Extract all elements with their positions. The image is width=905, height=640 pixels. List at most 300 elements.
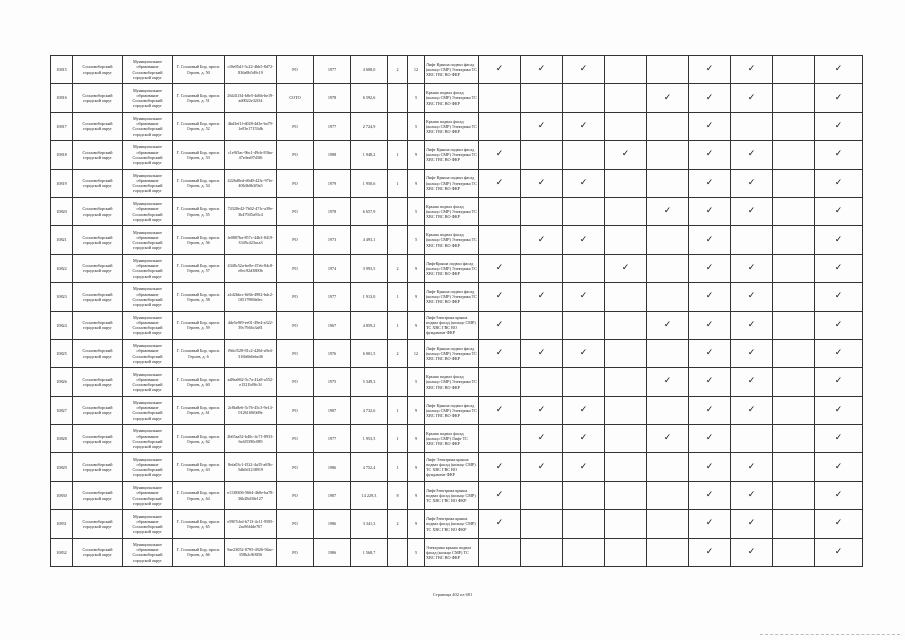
check-cell-3 (563, 425, 605, 453)
check-cell-8 (773, 396, 815, 424)
checkmark-icon: ✓ (663, 376, 672, 387)
total-area: 2 724,9 (351, 112, 388, 140)
total-area: 3 341,3 (351, 510, 388, 538)
checkmark-icon: ✓ (834, 518, 843, 529)
checkmark-icon: ✓ (834, 348, 843, 359)
check-cell-7 (731, 538, 773, 566)
checkmark-icon: ✓ (621, 262, 630, 273)
checkmark-icon: ✓ (747, 546, 756, 557)
check-cell-5 (647, 226, 689, 254)
works-list: Крыша подвал фасад (кольцо СМР) Лифт ТС ХВС ГВС ВО ФКР (425, 425, 479, 453)
checkmark-icon: ✓ (537, 120, 546, 131)
check-cell-6 (689, 368, 731, 396)
fund-type: РО (277, 396, 314, 424)
check-cell-1 (479, 112, 521, 140)
table-row (51, 112, 863, 140)
check-cell-6 (689, 169, 731, 197)
checkmark-icon: ✓ (747, 348, 756, 359)
build-year: 1974 (314, 254, 351, 282)
row-number: 10830 (51, 481, 73, 509)
table-row (51, 141, 863, 169)
check-cell-2 (521, 84, 563, 112)
checkmark-icon: ✓ (834, 291, 843, 302)
municipality: Сосновоборский городской округ (73, 197, 123, 225)
checkmark-icon: ✓ (747, 319, 756, 330)
check-cell-8 (773, 481, 815, 509)
entrances-count: 5 (408, 112, 425, 140)
check-cell-5 (647, 368, 689, 396)
municipality: Сосновоборский городской округ (73, 339, 123, 367)
build-year: 1986 (314, 453, 351, 481)
house-guid: 4348c52a-be0e-47eb-84c8-e0ec92d3800b (225, 254, 277, 282)
check-cell-2 (521, 226, 563, 254)
total-area: 1 953,5 (351, 425, 388, 453)
check-cell-7 (731, 453, 773, 481)
checkmark-icon: ✓ (834, 92, 843, 103)
checkmark-icon: ✓ (537, 433, 546, 444)
house-guid: 26441f34-b8e5-4d6b-be19-ad0022e32f34 (225, 84, 277, 112)
works-list: Крыша подвал фасад (кольцо СМР) Электрика ТС ХВС ГВС ВО ФКР (425, 112, 479, 140)
house-guid: e5907cbd-b713-4c11-9585-2ac86f4de767 (225, 510, 277, 538)
table-row (51, 283, 863, 311)
works-list: Крыша подвал фасад (кольцо СМР) Электрика ТС ХВС ГВС ВО ФКР (425, 84, 479, 112)
check-cell-2 (521, 339, 563, 367)
fund-type: РО (277, 112, 314, 140)
row-number: 10816 (51, 84, 73, 112)
check-cell-9 (815, 169, 863, 197)
total-area: 4 752,4 (351, 453, 388, 481)
check-cell-4 (605, 197, 647, 225)
check-cell-7 (731, 396, 773, 424)
house-guid: 9ae23052-0795-4926-94ac-358b2c8f8f56 (225, 538, 277, 566)
total-area: 6 001,5 (351, 339, 388, 367)
floors-count (388, 197, 408, 225)
works-list: Крыша подвал фасад (кольцо СМР) Электрика ТС ХВС ГВС ВО ФКР (425, 368, 479, 396)
house-guid: 74328e42-7b02-47fc-a39e-3b47945a93c4 (225, 197, 277, 225)
check-cell-6 (689, 510, 731, 538)
row-number: 10821 (51, 226, 73, 254)
works-list: Лифт Крыша подвал фасад (кольцо СМР) Электрика ТС ХВС ГВС ВО ФКР (425, 283, 479, 311)
municipality: Сосновоборский городской округ (73, 538, 123, 566)
fund-type: РО (277, 538, 314, 566)
entrances-count: 9 (408, 141, 425, 169)
check-cell-2 (521, 538, 563, 566)
checkmark-icon: ✓ (579, 177, 588, 188)
fund-type: РО (277, 311, 314, 339)
table-row (51, 84, 863, 112)
check-cell-6 (689, 141, 731, 169)
check-cell-2 (521, 169, 563, 197)
fund-type: РО (277, 197, 314, 225)
check-cell-9 (815, 254, 863, 282)
checkmark-icon: ✓ (747, 404, 756, 415)
fund-type: РО (277, 254, 314, 282)
check-cell-4 (605, 141, 647, 169)
fund-type: РО (277, 425, 314, 453)
total-area: 3 993,5 (351, 254, 388, 282)
build-year: 1977 (314, 56, 351, 84)
checkmark-icon: ✓ (537, 461, 546, 472)
municipality: Сосновоборский городской округ (73, 368, 123, 396)
checkmark-icon: ✓ (579, 64, 588, 75)
check-cell-3 (563, 339, 605, 367)
municipality: Сосновоборский городской округ (73, 396, 123, 424)
total-area: 1 913,0 (351, 283, 388, 311)
address: Г. Сосновый Бор, просп. Героев, д. 65 (173, 510, 225, 538)
checkmark-icon: ✓ (747, 376, 756, 387)
checkmark-icon: ✓ (834, 461, 843, 472)
checkmark-icon: ✓ (495, 518, 504, 529)
fund-type: РО (277, 481, 314, 509)
entrances-count: 12 (408, 339, 425, 367)
municipality: Сосновоборский городской округ (73, 453, 123, 481)
works-list: Электрика крыша подвал фасад (кольцо СМР) ТС ХВС ГВС ВО ФКР (425, 538, 479, 566)
check-cell-8 (773, 169, 815, 197)
checkmark-icon: ✓ (705, 546, 714, 557)
check-cell-5 (647, 112, 689, 140)
row-number: 10825 (51, 339, 73, 367)
check-cell-6 (689, 56, 731, 84)
check-cell-4 (605, 169, 647, 197)
address: Г. Сосновый Бор, просп. Героев, д. 58 (173, 283, 225, 311)
checkmark-icon: ✓ (834, 376, 843, 387)
checkmark-icon: ✓ (663, 92, 672, 103)
checkmark-icon: ✓ (579, 234, 588, 245)
fund-type: РО (277, 226, 314, 254)
total-area: 4 859,2 (351, 311, 388, 339)
check-cell-4 (605, 56, 647, 84)
row-number: 10832 (51, 538, 73, 566)
check-cell-4 (605, 339, 647, 367)
checkmark-icon: ✓ (747, 206, 756, 217)
check-cell-9 (815, 84, 863, 112)
municipality: Сосновоборский городской округ (73, 311, 123, 339)
address: Г. Сосновый Бор, просп. Героев, д. 53 (173, 141, 225, 169)
check-cell-7 (731, 141, 773, 169)
check-cell-2 (521, 425, 563, 453)
municipality-full: Муниципальное образование Сосновоборский городской округ (123, 283, 173, 311)
checkmark-icon: ✓ (834, 234, 843, 245)
checkmark-icon: ✓ (747, 262, 756, 273)
address: Г. Сосновый Бор, просп. Героев, д. 64 (173, 481, 225, 509)
build-year: 1967 (314, 311, 351, 339)
check-cell-7 (731, 481, 773, 509)
checkmark-icon: ✓ (495, 291, 504, 302)
municipality-full: Муниципальное образование Сосновоборский городской округ (123, 254, 173, 282)
house-guid: 4226d0ed-d6d0-423c-97fe-4064b0b3f9a5 (225, 169, 277, 197)
build-year: 1986 (314, 510, 351, 538)
check-cell-5 (647, 453, 689, 481)
entrances-count: 5 (408, 368, 425, 396)
floors-count: 2 (388, 339, 408, 367)
check-cell-1 (479, 339, 521, 367)
checkmark-icon: ✓ (834, 404, 843, 415)
check-cell-7 (731, 339, 773, 367)
municipality: Сосновоборский городской округ (73, 481, 123, 509)
table-row (51, 368, 863, 396)
total-area: 1 950,6 (351, 169, 388, 197)
municipality-full: Муниципальное образование Сосновоборский городской округ (123, 481, 173, 509)
check-cell-4 (605, 510, 647, 538)
floors-count (388, 538, 408, 566)
build-year: 1976 (314, 339, 351, 367)
check-cell-6 (689, 226, 731, 254)
floors-count (388, 226, 408, 254)
entrances-count: 5 (408, 197, 425, 225)
house-guid: cf0e05d1-5c22-4bb5-8d72-836a9b5d9c19 (225, 56, 277, 84)
table-row (51, 339, 863, 367)
floors-count: 1 (388, 283, 408, 311)
check-cell-5 (647, 283, 689, 311)
checkmark-icon: ✓ (705, 234, 714, 245)
fund-type: РО (277, 510, 314, 538)
works-list: Лифт Крыша подвал фасад (кольцо СМР) Электрика ТС ХВС ГВС ВО ФКР (425, 56, 479, 84)
register-table (50, 55, 863, 567)
row-number: 10824 (51, 311, 73, 339)
address: Г. Сосновый Бор, просп. Героев, д. 51 (173, 84, 225, 112)
check-cell-4 (605, 481, 647, 509)
check-cell-9 (815, 226, 863, 254)
check-cell-2 (521, 311, 563, 339)
fund-type: РО (277, 56, 314, 84)
row-number: 10827 (51, 396, 73, 424)
check-cell-1 (479, 538, 521, 566)
table-row (51, 254, 863, 282)
entrances-count: 9 (408, 510, 425, 538)
house-guid: a48ea862-5c7a-41a8-a552-e1521bf9fc3f (225, 368, 277, 396)
checkmark-icon: ✓ (705, 348, 714, 359)
municipality: Сосновоборский городской округ (73, 84, 123, 112)
checkmark-icon: ✓ (834, 319, 843, 330)
check-cell-7 (731, 283, 773, 311)
checkmark-icon: ✓ (495, 404, 504, 415)
address: Г. Сосновый Бор, просп. Героев, д. 60 (173, 368, 225, 396)
build-year: 1978 (314, 84, 351, 112)
check-cell-7 (731, 56, 773, 84)
check-cell-8 (773, 56, 815, 84)
check-cell-4 (605, 283, 647, 311)
check-cell-7 (731, 169, 773, 197)
works-list: Лифт Крыша подвал фасад (кольцо СМР) Электрика ТС ХВС ГВС ВО ФКР (425, 339, 479, 367)
floors-count: 1 (388, 141, 408, 169)
build-year: 1977 (314, 112, 351, 140)
total-area: 14 229,3 (351, 481, 388, 509)
works-list: Лифт Крыша подвал фасад (кольцо СМР) Электрика ТС ХВС ГВС ВО ФКР (425, 141, 479, 169)
table-body (51, 56, 863, 567)
check-cell-4 (605, 226, 647, 254)
check-cell-4 (605, 112, 647, 140)
check-cell-8 (773, 368, 815, 396)
municipality-full: Муниципальное образование Сосновоборский городской округ (123, 396, 173, 424)
row-number: 10820 (51, 197, 73, 225)
check-cell-3 (563, 112, 605, 140)
floors-count: 1 (388, 425, 408, 453)
check-cell-6 (689, 396, 731, 424)
check-cell-1 (479, 56, 521, 84)
scan-edge-mark (760, 634, 900, 637)
check-cell-4 (605, 453, 647, 481)
check-cell-1 (479, 311, 521, 339)
check-cell-1 (479, 197, 521, 225)
municipality-full: Муниципальное образование Сосновоборский городской округ (123, 112, 173, 140)
municipality-full: Муниципальное образование Сосновоборский городской округ (123, 84, 173, 112)
total-area: 1 948,2 (351, 141, 388, 169)
checkmark-icon: ✓ (579, 433, 588, 444)
check-cell-9 (815, 339, 863, 367)
municipality-full: Муниципальное образование Сосновоборский городской округ (123, 197, 173, 225)
municipality-full: Муниципальное образование Сосновоборский городской округ (123, 339, 173, 367)
fund-type: РО (277, 283, 314, 311)
checkmark-icon: ✓ (705, 404, 714, 415)
municipality-full: Муниципальное образование Сосновоборский городской округ (123, 226, 173, 254)
check-cell-2 (521, 141, 563, 169)
check-cell-8 (773, 226, 815, 254)
entrances-count: 9 (408, 283, 425, 311)
check-cell-4 (605, 368, 647, 396)
checkmark-icon: ✓ (537, 177, 546, 188)
house-guid: c1e9f3ac-9bc1-49cb-83ba-47e4ea97d3f6 (225, 141, 277, 169)
address: Г. Сосновый Бор, просп. Героев, д. 63 (173, 453, 225, 481)
checkmark-icon: ✓ (834, 433, 843, 444)
check-cell-7 (731, 368, 773, 396)
checkmark-icon: ✓ (537, 64, 546, 75)
check-cell-1 (479, 396, 521, 424)
floors-count (388, 84, 408, 112)
row-number: 10817 (51, 112, 73, 140)
check-cell-1 (479, 141, 521, 169)
check-cell-5 (647, 169, 689, 197)
build-year: 1977 (314, 283, 351, 311)
check-cell-5 (647, 254, 689, 282)
total-area: 5 349,3 (351, 368, 388, 396)
build-year: 1988 (314, 141, 351, 169)
check-cell-6 (689, 481, 731, 509)
total-area: 4 608,0 (351, 56, 388, 84)
checkmark-icon: ✓ (705, 64, 714, 75)
checkmark-icon: ✓ (705, 120, 714, 131)
checkmark-icon: ✓ (747, 177, 756, 188)
build-year: 1979 (314, 169, 351, 197)
check-cell-4 (605, 396, 647, 424)
works-list: ЛифтЭлектрика крыша подвал фасад (кольцо СМР) ТС ХВС ГВС ВО фундамент ФКР (425, 311, 479, 339)
checkmark-icon: ✓ (834, 149, 843, 160)
check-cell-2 (521, 481, 563, 509)
checkmark-icon: ✓ (747, 518, 756, 529)
municipality: Сосновоборский городской округ (73, 283, 123, 311)
table-row (51, 169, 863, 197)
checkmark-icon: ✓ (579, 348, 588, 359)
floors-count: 1 (388, 311, 408, 339)
entrances-count: 9 (408, 425, 425, 453)
municipality: Сосновоборский городской округ (73, 425, 123, 453)
checkmark-icon: ✓ (705, 177, 714, 188)
row-number: 10815 (51, 56, 73, 84)
build-year: 1978 (314, 197, 351, 225)
works-list: Крыша подвал фасад (кольцо СМР) Электрика ТС ХВС ГВС ВО ФКР (425, 226, 479, 254)
check-cell-2 (521, 254, 563, 282)
municipality: Сосновоборский городской округ (73, 254, 123, 282)
check-cell-3 (563, 226, 605, 254)
checkmark-icon: ✓ (537, 404, 546, 415)
check-cell-5 (647, 311, 689, 339)
check-cell-6 (689, 112, 731, 140)
entrances-count: 5 (408, 84, 425, 112)
checkmark-icon: ✓ (579, 404, 588, 415)
entrances-count: 9 (408, 254, 425, 282)
municipality-full: Муниципальное образование Сосновоборский городской округ (123, 311, 173, 339)
municipality: Сосновоборский городской округ (73, 169, 123, 197)
check-cell-8 (773, 538, 815, 566)
check-cell-5 (647, 84, 689, 112)
build-year: 1987 (314, 481, 351, 509)
address: Г. Сосновый Бор, просп. Героев, д. 55 (173, 197, 225, 225)
works-list: Лифт Электрика крыша подвал фасад (кольцо СМР) ТС ХВС ГВС ВО фундамент ФКР (425, 453, 479, 481)
checkmark-icon: ✓ (705, 92, 714, 103)
check-cell-1 (479, 510, 521, 538)
table-row (51, 481, 863, 509)
check-cell-5 (647, 538, 689, 566)
house-guid: e1138306-5664-4b0e-ba78-36b28d30e127 (225, 481, 277, 509)
check-cell-9 (815, 311, 863, 339)
check-cell-8 (773, 112, 815, 140)
total-area: 6 657,9 (351, 197, 388, 225)
check-cell-6 (689, 339, 731, 367)
checkmark-icon: ✓ (621, 149, 630, 160)
total-area: 4 493,1 (351, 226, 388, 254)
fund-type: РО (277, 169, 314, 197)
address: Г. Сосновый Бор, просп. Героев, д. 61 (173, 396, 225, 424)
fund-type: РО (277, 339, 314, 367)
check-cell-9 (815, 481, 863, 509)
entrances-count: 9 (408, 481, 425, 509)
floors-count: 1 (388, 396, 408, 424)
checkmark-icon: ✓ (495, 177, 504, 188)
fund-type: РО (277, 453, 314, 481)
check-cell-3 (563, 169, 605, 197)
row-number: 10818 (51, 141, 73, 169)
checkmark-icon: ✓ (495, 490, 504, 501)
check-cell-3 (563, 254, 605, 282)
check-cell-2 (521, 112, 563, 140)
entrances-count: 5 (408, 538, 425, 566)
check-cell-5 (647, 510, 689, 538)
works-list: ЛифтЭлектрика крыша подвал фасад (кольцо СМР) ТС ХВС ГВС ВО ФКР (425, 481, 479, 509)
address: Г. Сосновый Бор, просп. Героев, д. 54 (173, 169, 225, 197)
row-number: 10826 (51, 368, 73, 396)
municipality: Сосновоборский городской округ (73, 56, 123, 84)
check-cell-7 (731, 197, 773, 225)
address: Г. Сосновый Бор, просп. Героев, д. 57 (173, 254, 225, 282)
check-cell-7 (731, 510, 773, 538)
row-number: 10822 (51, 254, 73, 282)
house-guid: fe0807ba-857c-44b3-8419-3349c423aca3 (225, 226, 277, 254)
check-cell-1 (479, 283, 521, 311)
build-year: 1987 (314, 396, 351, 424)
check-cell-5 (647, 396, 689, 424)
check-cell-2 (521, 510, 563, 538)
checkmark-icon: ✓ (537, 234, 546, 245)
checkmark-icon: ✓ (537, 291, 546, 302)
check-cell-9 (815, 453, 863, 481)
check-cell-1 (479, 453, 521, 481)
check-cell-4 (605, 254, 647, 282)
row-number: 10831 (51, 510, 73, 538)
check-cell-3 (563, 311, 605, 339)
house-guid: f9dcf528-81c2-420d-a9e4-316b6b6ebe46 (225, 339, 277, 367)
check-cell-1 (479, 481, 521, 509)
fund-type: РО (277, 368, 314, 396)
checkmark-icon: ✓ (663, 319, 672, 330)
